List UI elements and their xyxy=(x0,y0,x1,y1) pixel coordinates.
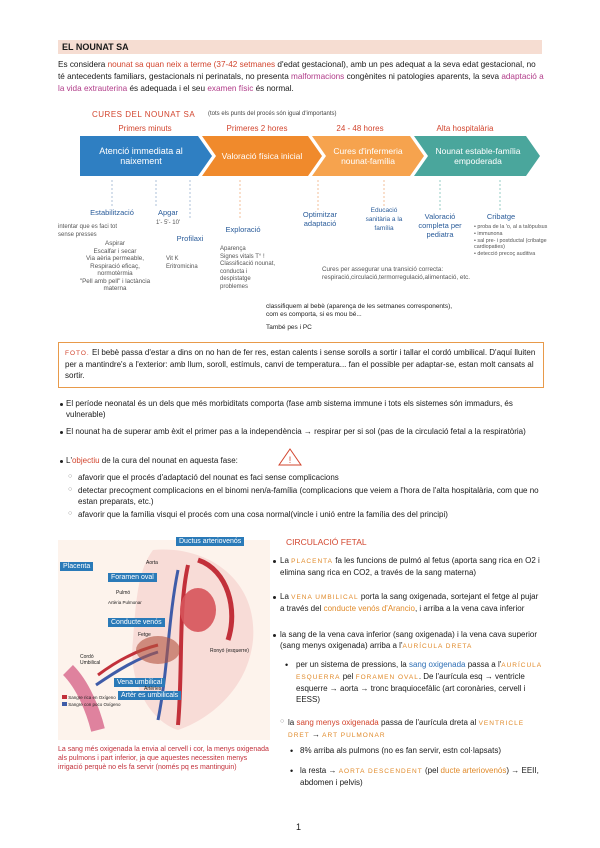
sub-bullet-marker: ○ xyxy=(280,718,285,725)
exploracio-list: Aparença Signes vitals T° ! Classificació nounat, conducta i despistatge problemes xyxy=(220,246,276,290)
sub-bullet-marker: ○ xyxy=(68,486,73,493)
circ-sub-2: la sang menys oxigenada passa de l'aurícula dreta al VENTRICLE DRET → ART PULMONAR xyxy=(288,718,525,739)
pc-note: També pes i PC xyxy=(266,324,312,331)
estab-note: intentar que es faci tot sense presses xyxy=(58,224,118,238)
step-profilaxi: Profilaxi xyxy=(176,234,204,243)
bullet-dot xyxy=(60,460,63,463)
label-foramen: Foramen oval xyxy=(108,573,157,582)
phase-label: Primers minuts xyxy=(118,124,172,133)
step-cribratge: Cribatge xyxy=(486,212,516,221)
bullet-2: El nounat ha de superar amb èxit el primer pas a la independència → respirar per si sol (pas de la circulació fetal a la respiratòria) xyxy=(66,427,526,436)
step-optimitzar: Optimitzar adaptació xyxy=(302,210,338,228)
intro-paragraph: Es considera nounat sa quan neix a terme (37-42 setmanes d'edat gestacional), amb un pes adequat a la seva edat gestacional, no té antecedents familiars, gestacionals ni perinatals, no presenta malformacions congènites ni patologies aparents, la seva adaptació a la vida extrauterina és adequada i el seu examen físic és normal. xyxy=(58,60,544,93)
svg-text:!: ! xyxy=(288,455,292,465)
label-vena: Vena umbilical xyxy=(114,678,165,687)
diagram-subtitle: (tots els punts del procés són igual d'importants) xyxy=(208,111,337,117)
chevron-text: Nounat estable-família empoderada xyxy=(435,146,521,166)
sub-bullet-marker: • xyxy=(290,766,294,776)
chevron-text: Valoració física inicial xyxy=(221,151,303,161)
legend-oxygen-rich: Sangre rica en Oxígeno xyxy=(68,695,116,700)
bullet-dot xyxy=(273,634,276,637)
connector-lines xyxy=(80,180,540,220)
label-ronyo: Ronyó (esquerre) xyxy=(210,648,249,654)
label-ductus: Ductus arteriovenós xyxy=(176,537,244,546)
bullet-dot xyxy=(273,560,276,563)
bullet-3: L'objectiu de la cura del nounat en aquesta fase: xyxy=(66,456,238,465)
classificar-note: classifiquem al bebè (aparença de les setmanes corresponents), com es comporta, si es mou bé... xyxy=(266,303,453,318)
sub-bullet-marker: ○ xyxy=(68,473,73,480)
sub-bullet-2: detectar precoçment complicacions en el binomi nen/a-família (complicacions que veiem a l'hora de l'alta hospitalària, com que no estan preparats, etc.) xyxy=(78,486,539,506)
label-arteries-small: Artèries xyxy=(144,686,162,692)
photo-text: El bebè passa d'estar a dins on no han de fer res, estan calents i sense sorolls a sortir i tallar el cordó umbilical. D'aquí lluiten per a mantindre's a l'exterior: amb llum, soroll, estímuls, canvi de temperatura... fan el possible per adaptar-se, estan molt cansats al sortir. xyxy=(65,348,536,380)
label-pulmo: Pulmó xyxy=(116,590,131,596)
bullet-dot xyxy=(60,403,63,406)
step-valoracio: Valoració completa per pediatra xyxy=(418,212,462,239)
sub-bullet-marker: • xyxy=(285,660,289,670)
chevron-text: Atenció immediata al naixement xyxy=(99,146,183,166)
diagram-title: CURES DEL NOUNAT SA xyxy=(92,110,196,119)
warning-icon xyxy=(278,448,302,466)
step-estabilitzacio: Estabilització xyxy=(90,208,134,217)
page-number: 1 xyxy=(296,822,302,832)
photo-note-box xyxy=(58,342,544,388)
section-header: EL NOUNAT SA xyxy=(58,40,542,54)
label-cordo: Cordó Umbilical xyxy=(80,654,101,666)
phase-label: Alta hospitalària xyxy=(436,124,494,133)
profilaxi-list: Vit K Eritromicina xyxy=(166,256,198,270)
bullet-dot xyxy=(273,596,276,599)
sub-bullet-1: afavorir que el procés d'adaptació del nounat es faci sense complicacions xyxy=(78,473,339,482)
cribratge-list: • proba de la 'o, al a talòpulsus • immunona • sal pre- i postductal (cribatge cardiopaties) • detecció precoç auditiva xyxy=(474,224,548,258)
sub-bullet-marker: ○ xyxy=(68,510,73,517)
circ-title: CIRCULACIÓ FETAL xyxy=(286,537,367,547)
step-exploracio: Exploració xyxy=(225,225,261,234)
step-apgar: Apgar xyxy=(157,208,178,217)
phase-label: Primeres 2 hores xyxy=(226,124,288,133)
bullet-1: El període neonatal és un dels que més morbiditats comporta (fase amb sistema immune i tots els sistemes són immadurs, és vulnerable) xyxy=(66,399,513,419)
cures-note: Cures per assegurar una transició correcta: respiració,circulació,termorregulació,alimentació, etc. xyxy=(322,266,471,281)
legend xyxy=(62,694,121,708)
circ-sub-4: la resta → AORTA DESCENDENT (pel ducte arteriovenós) → EEII, abdomen i pelvis) xyxy=(300,766,539,787)
label-fetge: Fetge xyxy=(138,632,151,638)
photo-label: FOTO. xyxy=(65,350,90,357)
chevron-text: Cures d'infermeria nounat-família xyxy=(333,146,403,166)
sub-bullet-3: afavorir que la família visqui el procés com una cosa normal(vincle i unió entre la família des del principi) xyxy=(78,510,448,519)
circ-bullet-3: la sang de la vena cava inferior (sang oxigenada) i la vena cava superior (sang menys oxigenada) arriba a l'AURÍCULA DRETA xyxy=(280,630,538,650)
fetal-circulation-figure xyxy=(58,540,270,740)
phase-label: 24 - 48 hores xyxy=(336,124,384,133)
bullet-dot xyxy=(60,431,63,434)
estab-list: Aspirar Escalfar i secar Via aèria permeable, Respiració eficaç, normotèrmia "Pell amb pell" i lactància materna xyxy=(79,240,151,292)
label-arteria-pulmonar: Artèria Pulmonar xyxy=(108,600,142,605)
apgar-times: 1'- 5'- 10' xyxy=(155,220,181,226)
legend-oxygen-poor: Sangre con poco Oxígeno xyxy=(68,702,121,707)
label-placenta: Placenta xyxy=(60,562,93,571)
circ-bullet-2: La VENA UMBILICAL porta la sang oxigenada, sortejant el fetge al pujar a través del conducte venós d'Arancio, i arriba a la vena cava inferior xyxy=(280,592,539,613)
circ-bullet-1: La PLACENTA fa les funcions de pulmó al fetus (aporta sang rica en O2 i elimina sang rica en CO2, a través de la sang materna) xyxy=(280,556,540,577)
label-conducte: Conducte venós xyxy=(108,618,165,627)
circ-sub-1: per un sistema de pressions, la sang oxigenada passa a l'AURÍCULA ESQUERRA pel FORAMEN OVAL. De l'aurícula esq → ventricle esquerre → aorta → tronc braquiocefàlic (art coronàries, cervell i EESS) xyxy=(296,660,542,704)
label-arteries: Artèr es umbilicals xyxy=(118,691,181,700)
circ-sub-3: 8% arriba als pulmons (no es fan servir, estn col·lapsats) xyxy=(300,746,501,755)
step-educacio: Educació sanitària a la família xyxy=(365,207,403,232)
figure-caption: La sang més oxigenada la envia al cervell i cor, la menys oxigenada als pulmons i part inferior, ja que aquestes necessiten menys irrigació perquè no els fa servir (només pq es mantinguin) xyxy=(58,746,269,771)
label-aorta: Aorta xyxy=(146,560,158,566)
sub-bullet-marker: • xyxy=(290,746,294,756)
